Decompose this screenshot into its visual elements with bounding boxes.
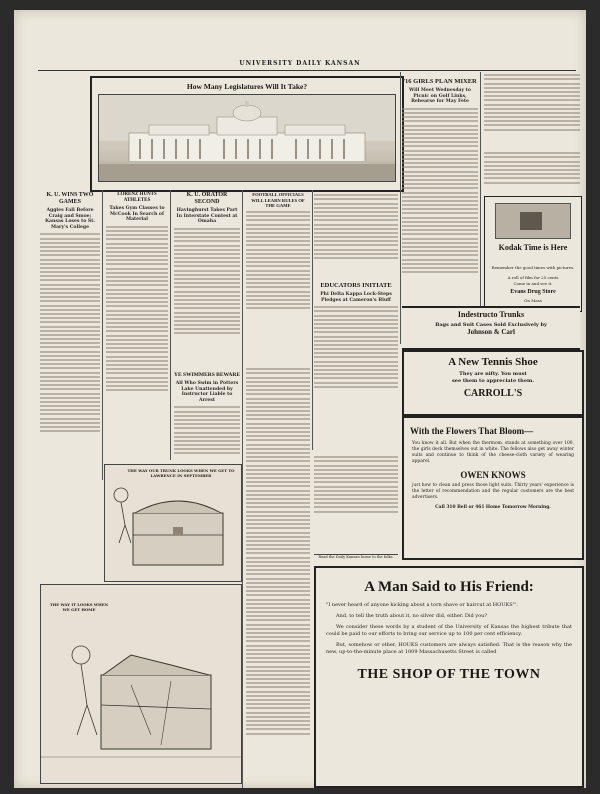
flowers-phone: Call 310 Bell or 461 Home Tomorrow Morning.: [435, 505, 551, 510]
friend-quote1: "I never heard of anyone kicking about a torn shave or haircut at HOUKS'".: [326, 602, 518, 608]
flowers-headline: With the Flowers That Bloom—: [410, 426, 534, 436]
column-3: [174, 192, 240, 372]
girls-plan-headline: '16 GIRLS PLAN MIXER: [403, 78, 477, 85]
friend-body2: But, somehow or other, HOUKS customers are always satisfied. That is the reason why the new, up-to-the-minute place at 1009 Massachusetts Street is called: [326, 642, 572, 655]
top-headline: How Many Legislatures Will It Take?: [186, 82, 308, 91]
cartoon-caption: THE WAY OUR TRUNK LOOKS WHEN WE GET TO LAWRENCE IN SEPTEMBER: [127, 468, 235, 478]
tennis-shoe-ad: [402, 350, 584, 416]
tennis-line2: see them to appreciate them.: [451, 377, 535, 384]
trunks-seller: Johnson & Carl: [467, 328, 515, 336]
column-divider: [102, 190, 103, 480]
tennis-seller: CARROLL'S: [463, 388, 523, 399]
column-divider: [312, 190, 313, 450]
kodak-line2: A roll of film for 25 cents: [507, 275, 559, 280]
friend-tagline: THE SHOP OF THE TOWN: [357, 667, 541, 682]
trunk-cartoon-bottom: [40, 584, 242, 784]
friend-headline: A Man Said to His Friend:: [364, 579, 534, 595]
masthead: UNIVERSITY DAILY KANSAN: [239, 60, 361, 67]
friend-body: We consider these words by a student of the University of Kansas the highest tribute that could be paid to our efforts to bring our service up to 100 per cent efficiency.: [326, 624, 572, 637]
educators-headline: EDUCATORS INITIATE: [320, 282, 392, 289]
column-divider: [242, 190, 243, 788]
kodak-store: Evans Drug Store: [510, 289, 556, 295]
notice-column-2: [484, 150, 580, 194]
column-4b: [314, 192, 398, 280]
orator-headline: K. U. ORATOR SECOND: [186, 192, 228, 205]
tennis-line1: They are nifty. You must: [459, 371, 527, 377]
swimmers-subhead: All Who Swim in Potters Lake Unattended by Instructor Liable to Arrest: [175, 381, 239, 403]
fine-print: Read the Daily Kansan home to the folks.: [318, 555, 394, 559]
kodak-headline: Kodak Time is Here: [498, 243, 568, 252]
trunk-cartoon-top: [104, 464, 242, 582]
column-divider: [170, 190, 171, 460]
flowers-seller: OWEN KNOWS: [460, 470, 526, 480]
swimmers-headline: YE SWIMMERS BEWARE: [174, 372, 240, 378]
ku-wins-subhead: Aggies Fall Before Craig and Smoe; Kansas Loses to St. Mary's College: [45, 208, 95, 230]
ku-wins-headline: K. U. WINS TWO GAMES: [46, 192, 94, 205]
column-divider: [400, 72, 401, 344]
column-4-lower: [246, 366, 310, 776]
cartoon-caption-2: THE WAY IT LOOKS WHEN WE GET HOME: [49, 602, 109, 612]
flowers-ad: [402, 416, 584, 560]
friend-ad: [314, 566, 584, 788]
educators-subhead: Phi Delta Kappa Lock-Steps Pledges at Cameron's Bluff: [320, 292, 392, 303]
trunk-drawing: [105, 465, 241, 581]
capitol-building-illustration: [99, 95, 395, 181]
trunks-sub: Bags and Suit Cases Sold Exclusively by: [435, 322, 547, 328]
football-headline: FOOTBALL OFFICIALS WILL LEARN RULES OF THE GAME: [251, 192, 305, 209]
lorenz-subhead: Takes Gym Classes to McCook In Search of Material: [109, 206, 165, 223]
trunks-headline: Indestructo Trunks: [457, 310, 525, 319]
girls-plan-subhead: Will Meet Wednesday to Picnic on Golf Links, Rehearse for May Fete: [409, 88, 471, 105]
headline-photo-box: [90, 76, 404, 192]
kodak-ad: [484, 196, 582, 312]
friend-quote2: And, to tell the truth about it, no silver did, either. Did you?: [336, 613, 488, 619]
capitol-photo: [98, 94, 396, 182]
flowers-body: You know it all. But when the thermom. stands at something over 100, the girls deck themselves out in white. The fellows also get away winter suits and continue to think of the cheese-cloth variety of wearing apparel.: [412, 441, 574, 464]
column-1: [40, 192, 100, 512]
newspaper-page: [14, 10, 586, 788]
trunks-ad: [402, 306, 580, 350]
column-4: [246, 192, 310, 362]
notice-column: [484, 72, 580, 146]
tennis-headline: A New Tennis Shoe: [448, 356, 538, 368]
column-2: [106, 192, 168, 462]
masthead-rule: [38, 70, 576, 71]
educators-article: [314, 282, 398, 452]
camera-illustration: [495, 203, 571, 239]
kodak-store-sub: On Mass: [524, 298, 542, 303]
column-5-lower: [314, 454, 398, 554]
flowers-body2: just how to clean and press those light suits. Thirty years' experience is the letter of recommendation and the regular customers are the best advertisers.: [412, 483, 574, 500]
lorenz-headline: LORENZ HUNTS ATHLETES: [117, 192, 157, 203]
orator-subhead: Havinghurst Takes Part In Interstate Contest at Omaha: [176, 208, 238, 225]
fine-print-box: [314, 554, 398, 563]
kodak-line3: Come in and see it.: [513, 281, 553, 286]
kodak-line1: Remember the good times with pictures.: [491, 265, 575, 270]
broken-trunk-drawing: [41, 585, 241, 783]
column-divider: [480, 72, 481, 312]
